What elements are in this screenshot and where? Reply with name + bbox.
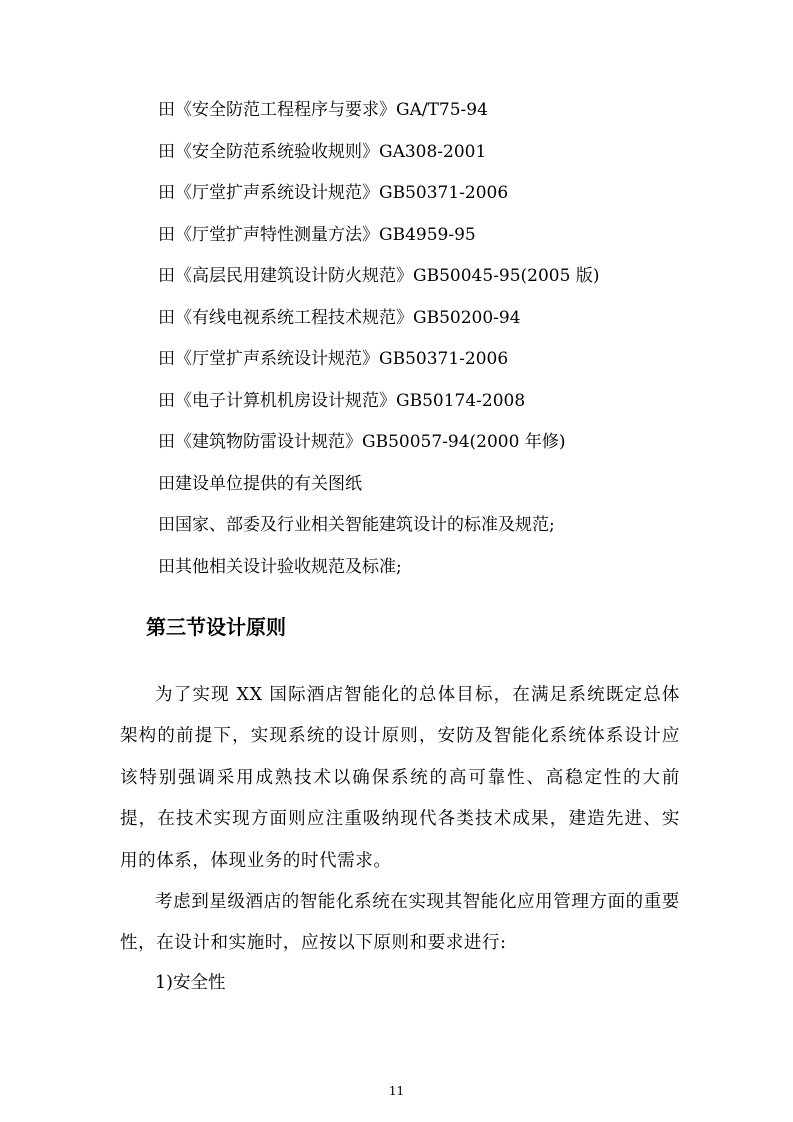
standard-item: 田《建筑物防雷设计规范》GB50057-94(2000 年修) [158, 432, 566, 452]
section-title: 第三节设计原则 [146, 615, 286, 639]
standard-item: 田《安全防范工程程序与要求》GA/T75-94 [158, 100, 488, 120]
standard-item: 田《有线电视系统工程技术规范》GB50200-94 [158, 307, 521, 328]
paragraph: 为了实现 XX 国际酒店智能化的总体目标，在满足系统既定总体架构的前提下，实现系统的设计原则，安防及智能化系统体系设计应该特别强调采用成熟技术以确保系统的高可靠性、高稳定性的大前提，在技术实现方面则应注重吸纳现代各类技术成果，建造先进、实用的体系，体现业务的时代需求。 [120, 685, 680, 871]
standards-list [158, 96, 718, 594]
standard-item: 田《电子计算机机房设计规范》GB50174-2008 [158, 390, 526, 411]
paragraph: 考虑到星级酒店的智能化系统在实现其智能化应用管理方面的重要性，在设计和实施时，应按以下原则和要求进行: [120, 892, 680, 954]
page-number: 11 [388, 1084, 405, 1098]
principle-item: 1)安全性 [155, 973, 226, 993]
standard-item: 田《厅堂扩声系统设计规范》GB50371-2006 [158, 183, 509, 203]
standard-item: 田《高层民用建筑设计防火规范》GB50045-95(2005 版) [158, 266, 600, 286]
standard-item: 田建设单位提供的有关图纸 [158, 473, 362, 494]
standard-item: 田《厅堂扩声特性测量方法》GB4959-95 [158, 224, 476, 245]
standard-item: 田其他相关设计验收规范及标准; [158, 556, 402, 577]
standard-item: 田《厅堂扩声系统设计规范》GB50371-2006 [158, 349, 509, 369]
standard-item: 田《安全防范系统验收规则》GA308-2001 [158, 141, 487, 162]
standard-item: 田国家、部委及行业相关智能建筑设计的标准及规范; [158, 515, 555, 535]
